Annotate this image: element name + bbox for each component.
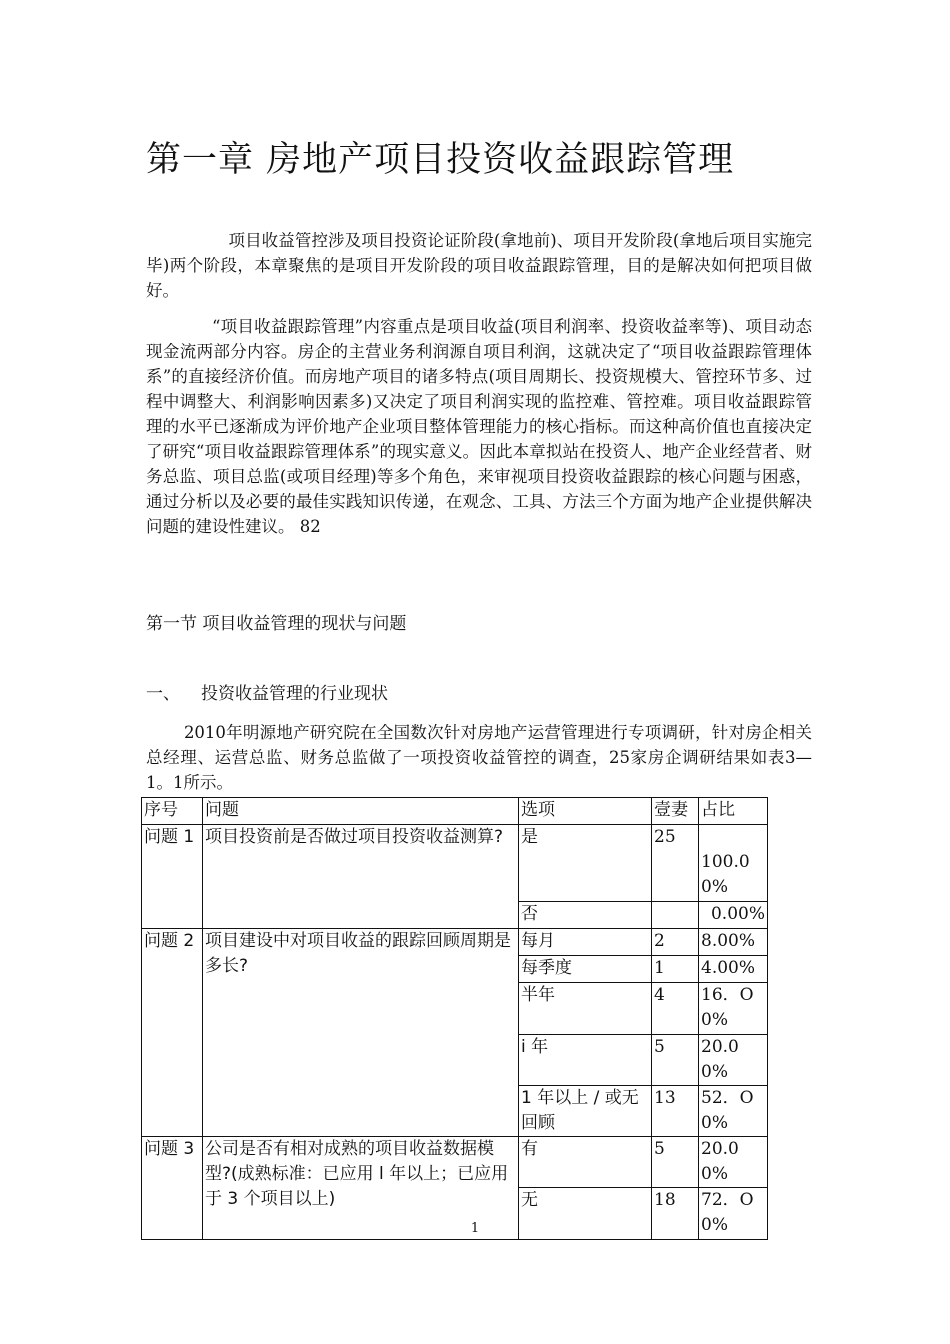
page-number: 1 (470, 1221, 480, 1236)
q2-count-1: 2 (652, 929, 699, 956)
q2-ratio-1: 8.00% (699, 929, 768, 956)
header-option: 选项 (519, 798, 652, 825)
q2-count-2: 1 (652, 956, 699, 983)
q1-ratio-2: 0.00% (699, 902, 768, 929)
table-row (142, 1137, 768, 1188)
q3-option-2: 无 (519, 1188, 652, 1240)
subsection-number: 一、 (146, 684, 180, 704)
section-heading: 第一节 项目收益管理的现状与问题 (146, 614, 407, 634)
subsection-title: 投资收益管理的行业现状 (201, 684, 388, 704)
header-seq: 序号 (142, 798, 203, 825)
q1-count-1: 25 (652, 825, 699, 902)
q2-option-4: i 年 (519, 1035, 652, 1086)
q1-count-2 (652, 902, 699, 929)
q2-option-5: 1 年以上 / 或无回顾 (519, 1086, 652, 1137)
q1-seq: 问题 1 (142, 825, 203, 929)
q2-option-1: 每月 (519, 929, 652, 956)
q1-option-2: 否 (519, 902, 652, 929)
q2-ratio-2: 4.00% (699, 956, 768, 983)
q2-count-4: 5 (652, 1035, 699, 1086)
q2-ratio-4: 20.00% (699, 1035, 768, 1086)
q3-option-1: 有 (519, 1137, 652, 1188)
q3-count-1: 5 (652, 1137, 699, 1188)
body-paragraph: “项目收益跟踪管理”内容重点是项目收益(项目利润率、投资收益率等)、项目动态现金流两部分内容。房企的主营业务利润源自项目利润，这就决定了“项目收益跟踪管理体系”的直接经济价值。而房地产项目的诸多特点(项目周期长、投资规模大、管控环节多、过程中调整大、利润影响因素多)又决定了项目利润实现的监控难、管控难。项目收益跟踪管理的水平已逐渐成为评价地产企业项目整体管理能力的核心指标。而这种高价值也直接决定了研究“项目收益跟踪管理体系”的现实意义。因此本章拟站在投资人、地产企业经营者、财务总监、项目总监(或项目经理)等多个角色，来审视项目投资收益跟踪的核心问题与困惑，通过分析以及必要的最佳实践知识传递，在观念、工具、方法三个方面为地产企业提供解决问题的建设性建议。 82 (146, 317, 812, 536)
subsection-heading (146, 679, 388, 704)
intro-paragraph: 项目收益管控涉及项目投资论证阶段(拿地前)、项目开发阶段(拿地后项目实施完毕)两个阶段，本章聚焦的是项目开发阶段的项目收益跟踪管理，目的是解决如何把项目做好。 (146, 231, 812, 300)
survey-intro-paragraph: 2010年明源地产研究院在全国数次针对房地产运营管理进行专项调研，针对房企相关总经理、运营总监、财务总监做了一项投资收益管控的调查，25家房企调研结果如表3—1。1所示。 (146, 723, 812, 792)
q3-count-2: 18 (652, 1188, 699, 1240)
header-count: 壹妻 (652, 798, 699, 825)
q2-option-2: 每季度 (519, 956, 652, 983)
q2-count-5: 13 (652, 1086, 699, 1137)
q2-seq: 问题 2 (142, 929, 203, 1137)
header-question: 问题 (203, 798, 519, 825)
q2-count-3: 4 (652, 983, 699, 1035)
q1-option-1: 是 (519, 825, 652, 902)
survey-table (141, 797, 768, 1240)
table-row (142, 825, 768, 902)
q3-question: 公司是否有相对成熟的项目收益数据模型?(成熟标准：已应用 l 年以上；已应用于 3 个项目以上) (203, 1137, 519, 1240)
q3-seq: 问题 3 (142, 1137, 203, 1240)
header-ratio: 占比 (699, 798, 768, 825)
table-header-row (142, 798, 768, 825)
q1-ratio-1: 100.00% (699, 825, 768, 902)
q3-ratio-2: 72．O0% (699, 1188, 768, 1240)
q2-option-3: 半年 (519, 983, 652, 1035)
q1-question: 项目投资前是否做过项目投资收益测算? (203, 825, 519, 929)
table-row (142, 929, 768, 956)
q2-ratio-3: 16．O0% (699, 983, 768, 1035)
q2-question: 项目建设中对项目收益的跟踪回顾周期是多长? (203, 929, 519, 1137)
q2-ratio-5: 52．O0% (699, 1086, 768, 1137)
chapter-title: 第一章 房地产项目投资收益跟踪管理 (146, 140, 735, 180)
q3-ratio-1: 20.00% (699, 1137, 768, 1188)
